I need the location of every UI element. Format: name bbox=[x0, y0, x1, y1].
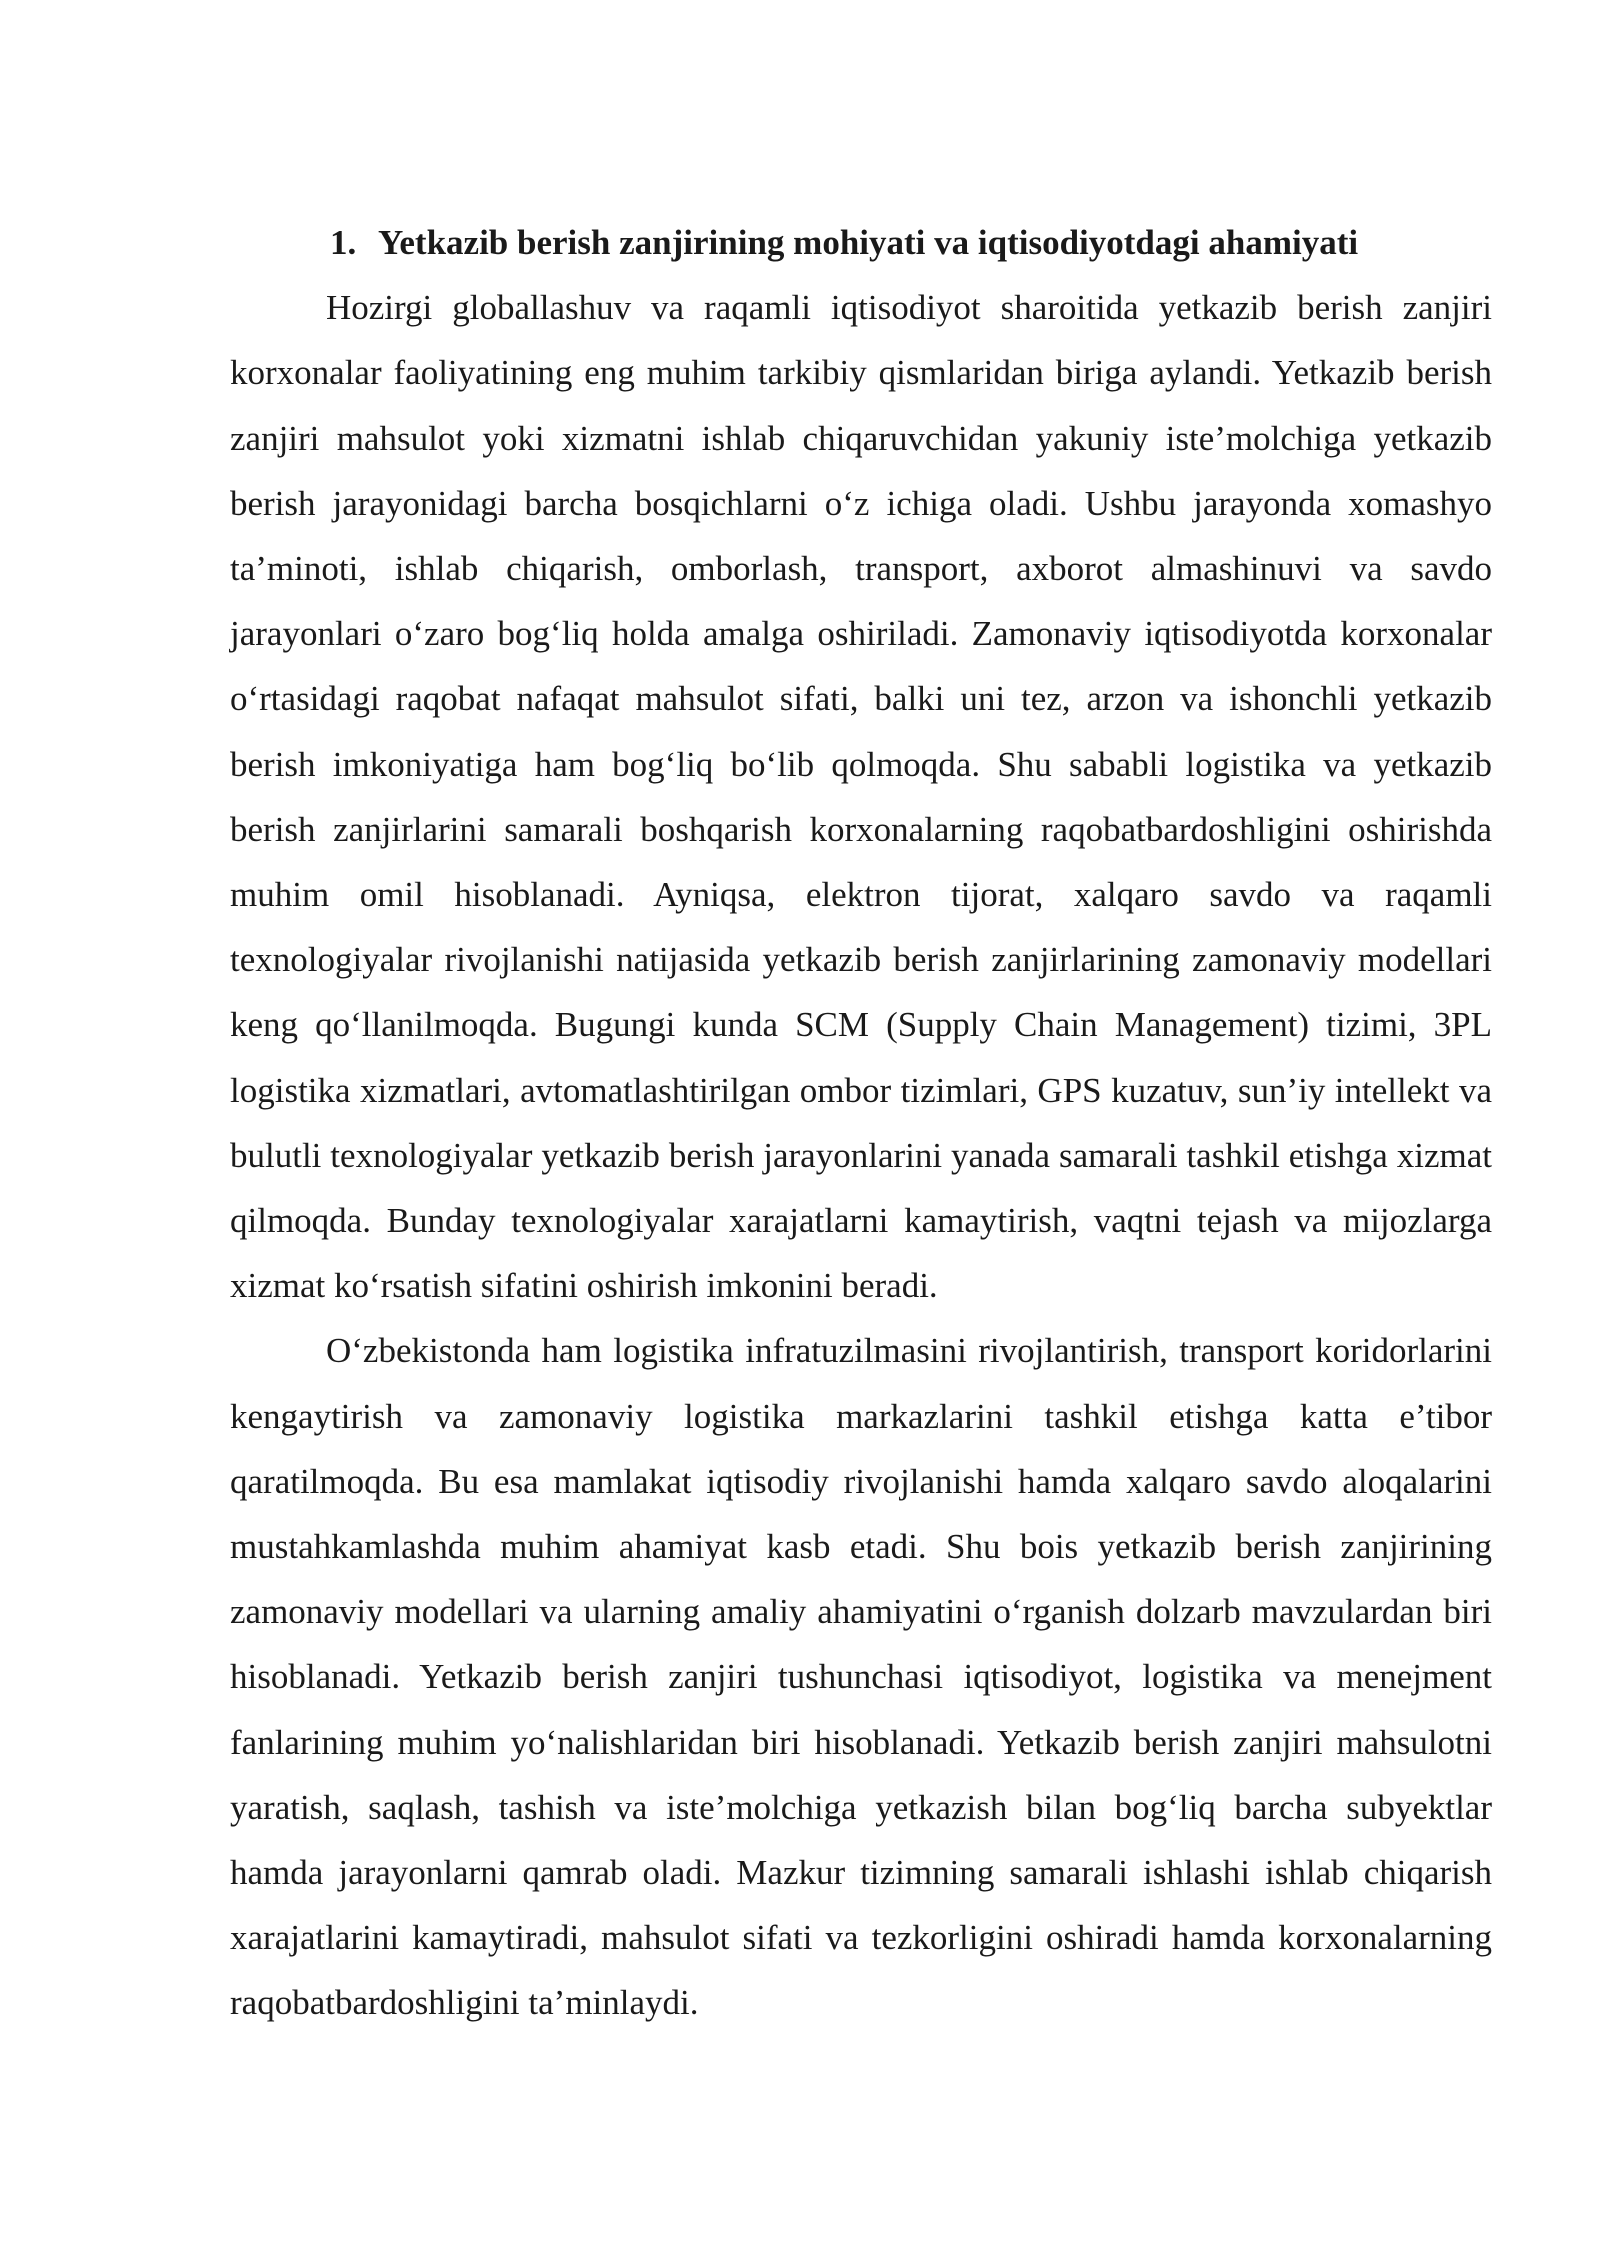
page-content bbox=[230, 210, 1492, 2036]
paragraph-1: Hozirgi globallashuv va raqamli iqtisodiyot sharoitida yetkazib berish zanjiri korxonalar faoliyatining eng muhim tarkibiy qismlaridan biriga aylandi. Yetkazib berish zanjiri mahsulot yoki xizmatni ishlab chiqaruvchidan yakuniy iste’molchiga yetkazib berish jarayonidagi barcha bosqichlarni o‘z ichiga oladi. Ushbu jarayonda xomashyo ta’minoti, ishlab chiqarish, omborlash, transport, axborot almashinuvi va savdo jarayonlari o‘zaro bog‘liq holda amalga oshiriladi. Zamonaviy iqtisodiyotda korxonalar o‘rtasidagi raqobat nafaqat mahsulot sifati, balki uni tez, arzon va ishonchli yetkazib berish imkoniyatiga ham bog‘liq bo‘lib qolmoqda. Shu sababli logistika va yetkazib berish zanjirlarini samarali boshqarish korxonalarning raqobatbardoshligini oshirishda muhim omil hisoblanadi. Ayniqsa, elektron tijorat, xalqaro savdo va raqamli texnologiyalar rivojlanishi natijasida yetkazib berish zanjirlarining zamonaviy modellari keng qo‘llanilmoqda. Bugungi kunda SCM (Supply Chain Management) tizimi, 3PL logistika xizmatlari, avtomatlashtirilgan ombor tizimlari, GPS kuzatuv, sun’iy intellekt va bulutli texnologiyalar yetkazib berish jarayonlarini yanada samarali tashkil etishga xizmat qilmoqda. Bunday texnologiyalar xarajatlarni kamaytirish, vaqtni tejash va mijozlarga xizmat ko‘rsatish sifatini oshirish imkonini beradi. bbox=[230, 288, 1492, 1306]
section-title: Yetkazib berish zanjirining mohiyati va iqtisodiyotdagi ahamiyati bbox=[378, 223, 1359, 262]
paragraph-2: O‘zbekistonda ham logistika infratuzilmasini rivojlantirish, transport koridorlarini kengaytirish va zamonaviy logistika markazlarini tashkil etishga katta e’tibor qaratilmoqda. Bu esa mamlakat iqtisodiy rivojlanishi hamda xalqaro savdo aloqalarini mustahkamlashda muhim ahamiyat kasb etadi. Shu bois yetkazib berish zanjirining zamonaviy modellari va ularning amaliy ahamiyatini o‘rganish dolzarb mavzulardan biri hisoblanadi. Yetkazib berish zanjiri tushunchasi iqtisodiyot, logistika va menejment fanlarining muhim yo‘nalishlaridan biri hisoblanadi. Yetkazib berish zanjiri mahsulotni yaratish, saqlash, tashish va iste’molchiga yetkazish bilan bog‘liq barcha subyektlar hamda jarayonlarni qamrab oladi. Mazkur tizimning samarali ishlashi ishlab chiqarish xarajatlarini kamaytiradi, mahsulot sifati va tezkorligini oshiradi hamda korxonalarning raqobatbardoshligini ta’minlaydi. bbox=[230, 1331, 1492, 2023]
section-heading bbox=[230, 210, 1492, 275]
section-number: 1. bbox=[330, 223, 357, 262]
